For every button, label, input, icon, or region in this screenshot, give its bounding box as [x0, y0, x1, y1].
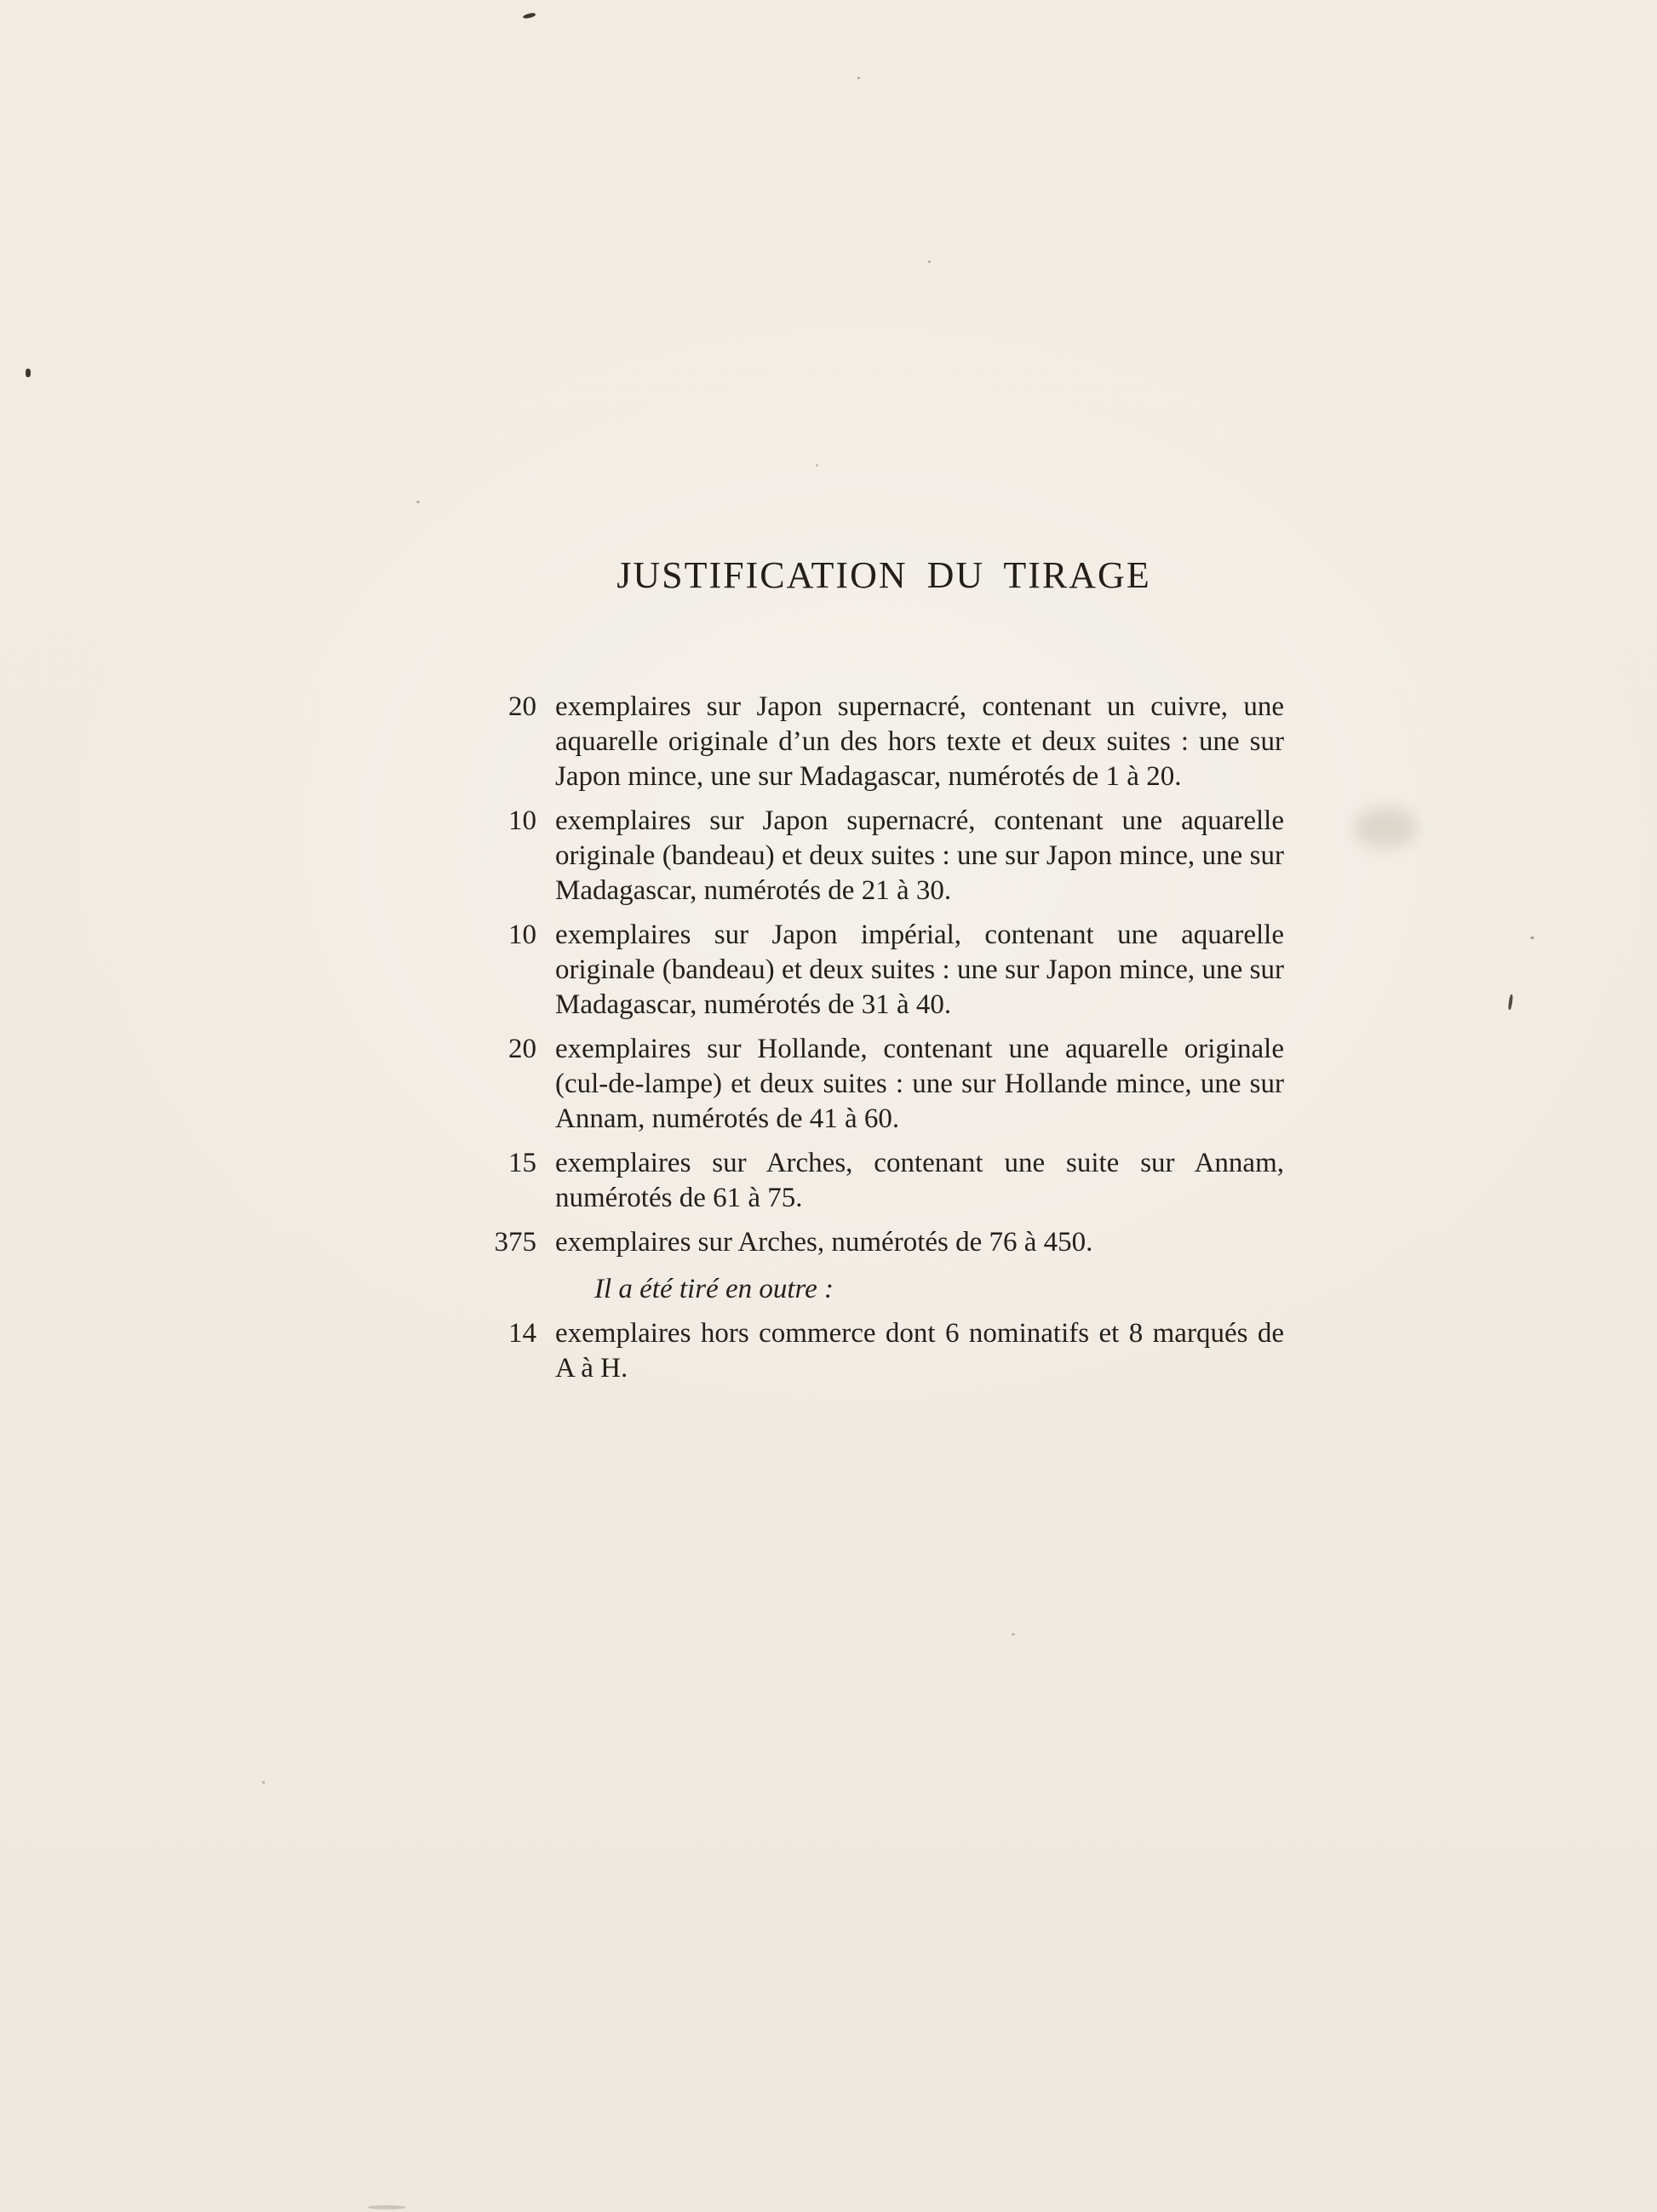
paper-speck [416, 501, 420, 503]
paper-smudge [1354, 807, 1418, 848]
paper-speck [262, 1781, 265, 1784]
edition-entry [484, 918, 1284, 1023]
entry-text: exemplaires sur Japon supernacré, contenant un cuivre, une aquarelle originale d’un des hors texte et deux suites : une sur Japon mince, une sur Madagascar, numérotés de 1 à 20. [555, 691, 1284, 792]
page-title: JUSTIFICATION DU TIRAGE [616, 554, 1151, 596]
edition-entry [484, 1032, 1284, 1137]
entry-count: 375 [494, 1227, 536, 1258]
entry-text: exemplaires sur Japon supernacré, contenant une aquarelle originale (bandeau) et deux suites : une sur Japon mince, une sur Madagascar, numérotés de 21 à 30. [555, 805, 1284, 906]
entry-count: 20 [508, 691, 536, 722]
paper-speck [1508, 994, 1513, 1010]
entry-text: exemplaires sur Arches, contenant une suite sur Annam, numérotés de 61 à 75. [555, 1148, 1284, 1213]
entry-count: 15 [508, 1148, 536, 1178]
paper-speck [857, 77, 860, 79]
interlude-note: Il a été tiré en outre : [594, 1274, 834, 1304]
paper-speck [26, 369, 31, 377]
edition-entries [484, 690, 1284, 1386]
entry-count: 10 [508, 920, 536, 950]
edition-entry [484, 1316, 1284, 1386]
entry-count: 14 [508, 1318, 536, 1349]
edition-entry [484, 1146, 1284, 1216]
entry-text: exemplaires sur Arches, numérotés de 76 à 450. [555, 1227, 1093, 1258]
entry-count: 20 [508, 1034, 536, 1064]
paper-speck [368, 2205, 406, 2209]
paper-speck [1530, 937, 1534, 939]
entry-text: exemplaires sur Japon impérial, contenant une aquarelle originale (bandeau) et deux suites : une sur Japon mince, une sur Madagascar, numérotés de 31 à 40. [555, 920, 1284, 1020]
paper-speck [523, 12, 536, 19]
paper-speck [928, 261, 931, 263]
edition-entry [484, 1225, 1284, 1260]
edition-entry [484, 690, 1284, 794]
edition-entry [484, 804, 1284, 908]
colophon [484, 553, 1284, 1386]
entry-count: 10 [508, 805, 536, 836]
paper-speck [816, 464, 818, 467]
entry-text: exemplaires hors commerce dont 6 nominatifs et 8 marqués de A à H. [555, 1318, 1284, 1384]
paper-speck [1012, 1633, 1015, 1636]
entry-text: exemplaires sur Hollande, contenant une aquarelle originale (cul-de-lampe) et deux suites : une sur Hollande mince, une sur Annam, numérotés de 41 à 60. [555, 1034, 1284, 1134]
